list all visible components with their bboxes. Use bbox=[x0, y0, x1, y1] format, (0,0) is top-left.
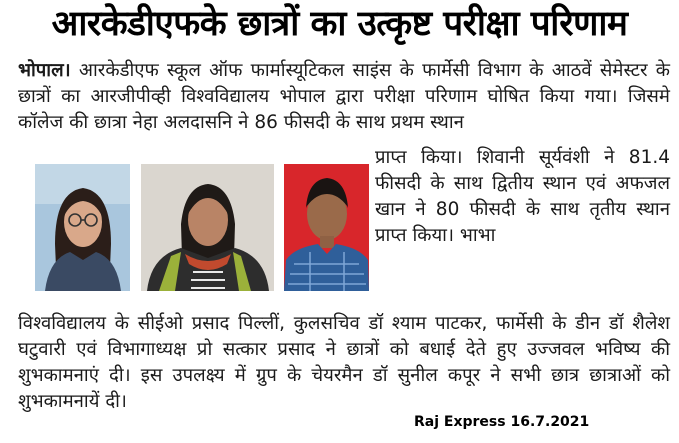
source-credit: Raj Express 16.7.2021 bbox=[414, 414, 590, 430]
paragraph-1-text: आरकेडीएफ स्कूल ऑफ फार्मास्यूटिकल साइंस के फार्मेसी विभाग के आठवें सेमेस्टर के छात्रों का आरजीपीव्ही विश्वविद्यालय भोपाल द्वारा परीक्षा परिणाम घोषित किया गया। जिसमे कॉलेज की छात्रा नेहा अलदासनि ने 86 फीसदी के साथ प्रथम स्थान bbox=[18, 60, 670, 133]
paragraph-2: प्राप्त किया। शिवानी सूर्यवंशी ने 81.4 फीसदी के साथ द्वितीय स्थान एवं अफजल खान ने 80 फीसदी के साथ तृतीय स्थान प्राप्त किया। भाभा bbox=[375, 147, 670, 246]
headline: आरकेडीएफके छात्रों का उत्कृष्ट परीक्षा परिणाम bbox=[51, 4, 628, 44]
student-photo-2 bbox=[141, 164, 274, 291]
paragraph-1 bbox=[18, 58, 670, 136]
student-photo-1 bbox=[35, 164, 130, 291]
paragraph-3: विश्वविद्यालय के सीईओ प्रसाद पिल्लीं, कुलसचिव डॉ श्याम पाटकर, फार्मेसी के डीन डॉ शैलेश घटुवारी एवं विभागाध्यक्ष प्रो सत्कार प्रसाद ने छात्रों को बधाई देते हुए उज्जवल भविष्य की शुभकामनाएं दी। इस उपलक्ष्य में ग्रुप के चेयरमैन डॉ सुनील कपूर ने सभी छात्र छात्राओं को शुभकामनायें दी। bbox=[18, 313, 670, 412]
student-photo-3 bbox=[284, 164, 369, 291]
dateline: भोपाल। bbox=[18, 60, 71, 81]
